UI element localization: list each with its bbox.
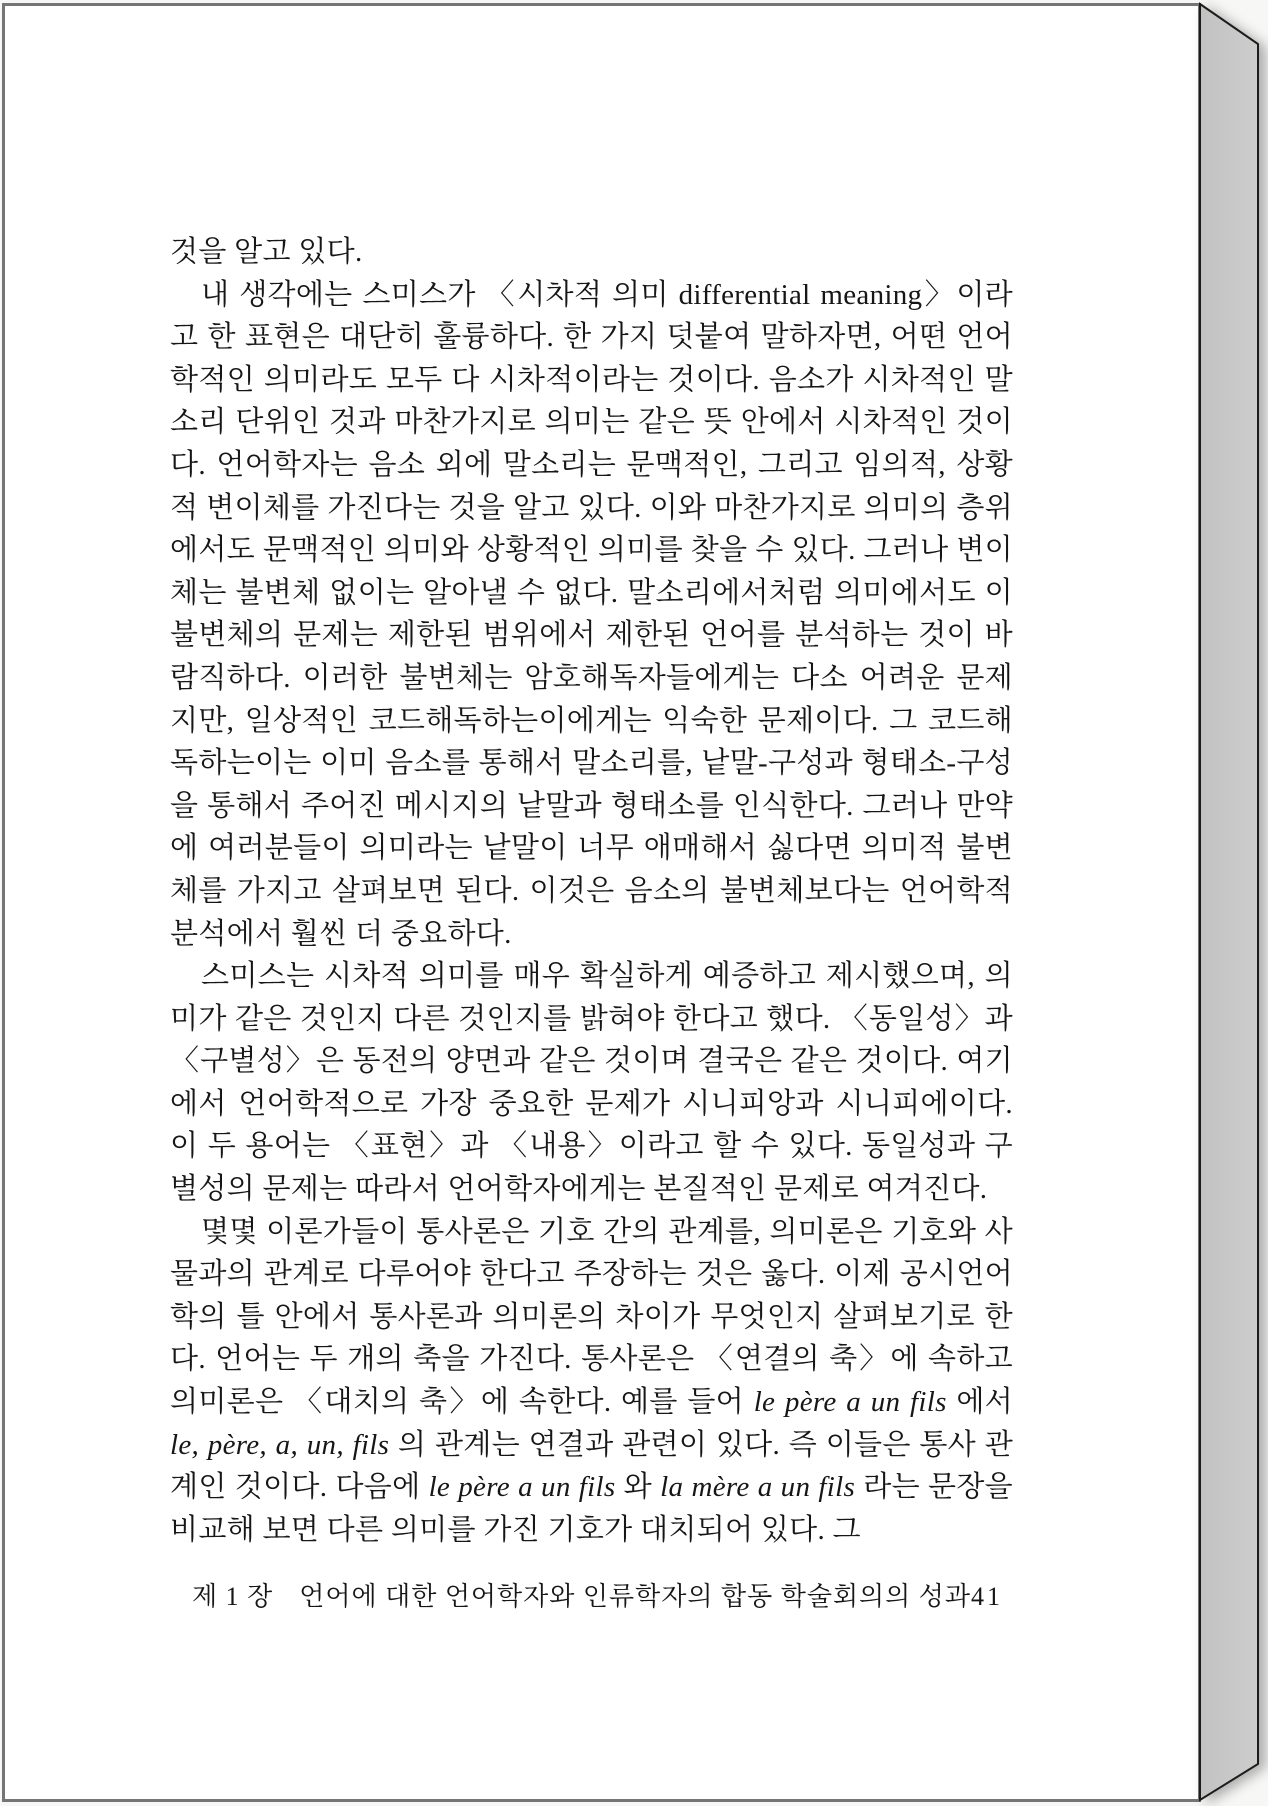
text-run: 에서 [946, 1386, 1013, 1419]
paragraph [170, 274, 1013, 956]
french-phrase-italic: la mère a un fils [660, 1471, 856, 1504]
french-phrase-italic: le père a un fils [428, 1471, 616, 1504]
footer-page-number: 41 [971, 1582, 1004, 1611]
running-footer [170, 1576, 1013, 1613]
page-edge-stack [1200, 4, 1258, 1800]
footer-chapter-label: 제 1 장 [192, 1582, 274, 1611]
french-phrase-italic: le père a un fils [753, 1386, 947, 1419]
paragraph [170, 231, 1013, 274]
text-run: 스미스는 시차적 의미를 매우 확실하게 예증하고 제시했으며, 의미가 같은 것인지 다른 것인지를 밝혀야 한다고 했다. 〈동일성〉과 〈구별성〉은 동전의 양면과 같은 것이며 결국은 같은 것이다. 여기에서 언어학적으로 가장 중요한 문제가 시니피앙과 시니피에이다. 이 두 용어는 〈표현〉과 〈내용〉이라고 할 수 있다. 동일성과 구별성의 문제는 따라서 언어학자에게는 본질적인 문제로 여겨진다. [170, 960, 1013, 1206]
footer-chapter-title: 언어에 대한 언어학자와 인류학자의 합동 학술회의의 성과 [299, 1582, 972, 1611]
french-phrase-italic: le, père, a, un, fils [170, 1428, 390, 1461]
paragraph [170, 1211, 1013, 1552]
paragraph [170, 955, 1013, 1211]
text-run: 것을 알고 있다. [170, 236, 363, 268]
text-run: 내 생각에는 스미스가 〈시차적 의미 differential meaning〉이라고 한 표현은 대단히 훌륭하다. 한 가지 덧붙여 말하자면, 어떤 언어학적인 의미라도 모두 다 시차적이라는 것이다. 음소가 시차적인 말소리 단위인 것과 마찬가지로 의미는 같은 뜻 안에서 시차적인 것이다. 언어학자는 음소 외에 말소리는 문맥적인, 그리고 임의적, 상황적 변이체를 가진다는 것을 알고 있다. 이와 마찬가지로 의미의 층위에서도 문맥적인 의미와 상황적인 의미를 찾을 수 있다. 그러나 변이체는 불변체 없이는 알아낼 수 없다. 말소리에서처럼 의미에서도 이 불변체의 문제는 제한된 범위에서 제한된 언어를 분석하는 것이 바람직하다. 이러한 불변체는 암호해독자들에게는 다소 어려운 문제지만, 일상적인 코드해독하는이에게는 익숙한 문제이다. 그 코드해독하는이는 이미 음소를 통해서 말소리를, 낱말-구성과 형태소-구성을 통해서 주어진 메시지의 낱말과 형태소를 인식한다. 그러나 만약에 여러분들이 의미라는 낱말이 너무 애매해서 싫다면 의미적 불변체를 가지고 살펴보면 된다. 이것은 음소의 불변체보다는 언어학적 분석에서 훨씬 더 중요하다. [170, 278, 1013, 950]
text-run: 의 관계는 연결과 관련이 있다. 즉 이들은 통사 관계인 것이다. 다음에 [170, 1428, 1014, 1504]
text-run: 몇몇 이론가들이 통사론은 기호 간의 관계를, 의미론은 기호와 사물과의 관계로 다루어야 한다고 주장하는 것은 옳다. 이제 공시언어학의 틀 안에서 통사론과 의미론의 차이가 무엇인지 살펴보기로 한다. 언어는 두 개의 축을 가진다. 통사론은 〈연결의 축〉에 속하고 의미론은 〈대치의 축〉에 속한다. 예를 들어 [170, 1215, 1013, 1419]
book-page [3, 4, 1200, 1798]
body-text [170, 231, 1013, 1551]
text-run: 와 [615, 1471, 661, 1504]
text-run: 라는 문장을 비교해 보면 다른 의미를 가진 기호가 대치되어 있다. 그 [170, 1471, 1013, 1546]
